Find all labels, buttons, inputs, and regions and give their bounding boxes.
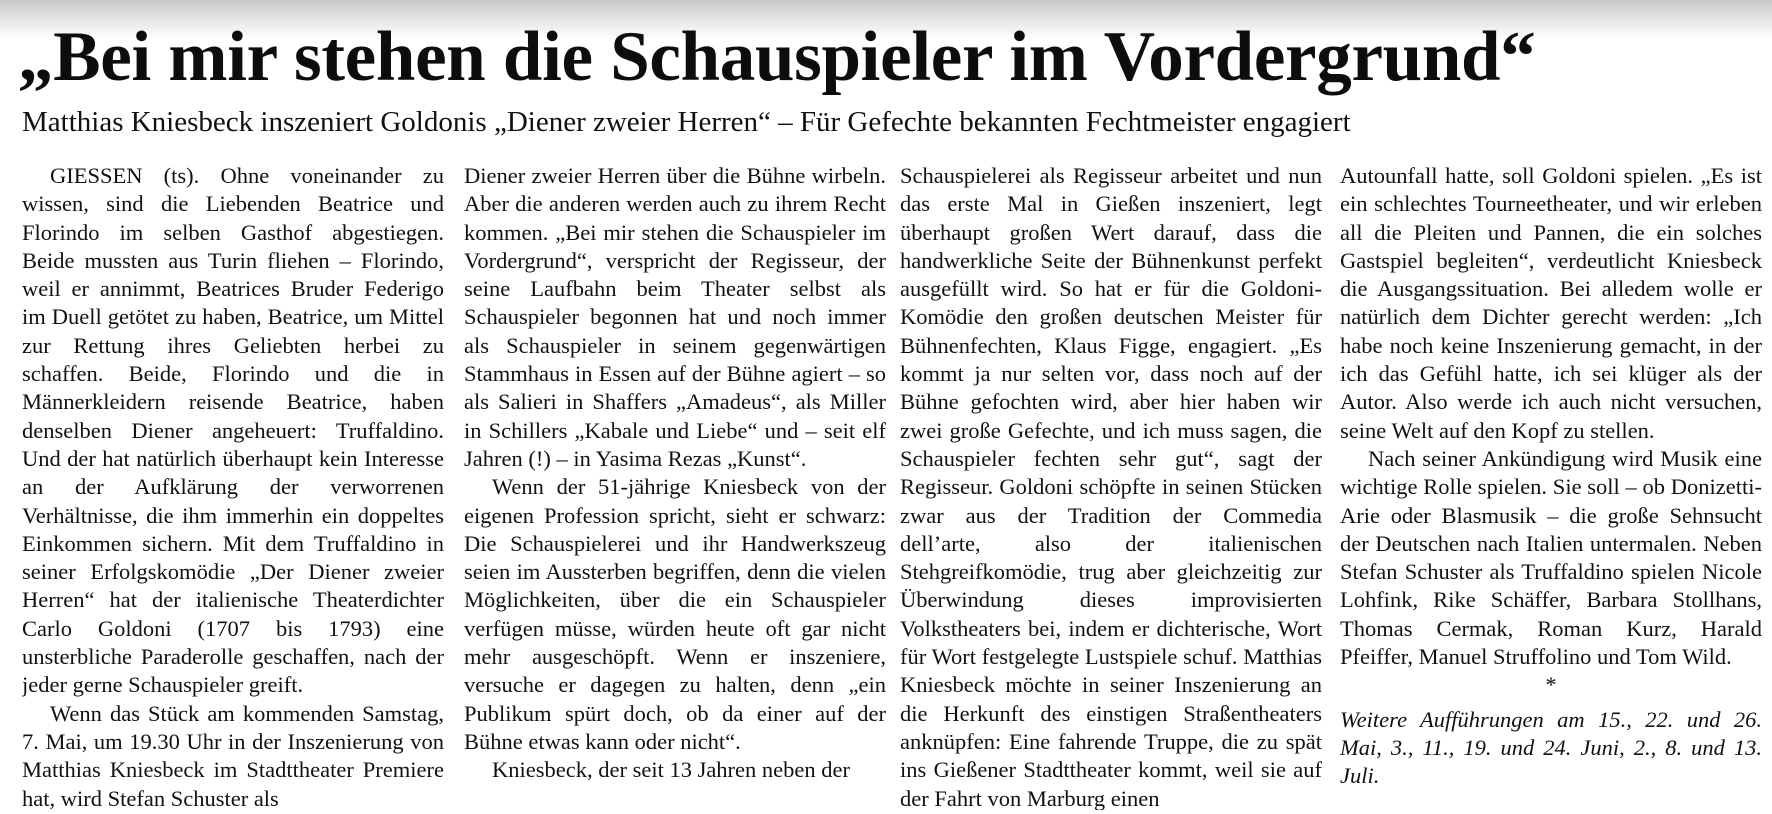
section-separator-asterisk: * xyxy=(1545,672,1557,698)
article-headline: „Bei mir stehen die Schauspieler im Vordergrund“ xyxy=(18,18,1536,96)
column-3-paragraph-1: Schauspielerei als Regisseur arbeitet und nun das erste Mal in Gießen inszeniert, legt überhaupt großen Wert darauf, dass die handwerkliche Seite der Bühnenkunst perfekt ausgefüllt wird. So hat er für die Goldoni-Komödie den großen deutschen Meister für Bühnenfechten, Klaus Figge, engagiert. „Es kommt ja nur selten vor, dass noch auf der Bühne gefochten wird, aber hier haben wir zwei große Gefechte, und ich muss sagen, die Schauspieler fechten sehr gut“, sagt der Regisseur. Goldoni schöpfte in seinen Stücken zwar aus der Tradition der Commedia dell’arte, also der italienischen Stehgreifkomödie, trug aber gleichzeitig zur Überwindung dieses improvisierten Volkstheaters bei, indem er dichterische, Wort für Wort festgelegte Lustspiele schuf. Matthias Kniesbeck möchte in seiner Inszenierung an die Herkunft des einstigen Straßentheaters anknüpfen: Eine fahrende Truppe, die zu spät ins Gießener Stadttheater kommt, weil sie auf der Fahrt von Marburg einen xyxy=(900,163,1322,810)
article-column-1 xyxy=(22,162,444,810)
column-1-paragraph-1: GIESSEN (ts). Ohne voneinander zu wissen, sind die Liebenden Beatrice und Florindo im selben Gasthof abgestiegen. Beide mussten aus Turin fliehen – Florindo, weil er annimmt, Beatrices Bruder Federigo im Duell getötet zu haben, Beatrice, um Mittel zur Rettung ihres Geliebten herbei zu schaffen. Beide, Florindo und die in Männerkleidern reisende Beatrice, haben denselben Diener angeheuert: Truffaldino. Und der hat natürlich überhaupt kein Interesse an der Aufklärung der verworrenen Verhältnisse, die ihm immerhin ein doppeltes Einkommen sichern. Mit dem Truffaldino in seiner Erfolgskomödie „Der Diener zweier Herren“ hat der italienische Theaterdichter Carlo Goldoni (1707 bis 1793) eine unsterbliche Paraderolle geschaffen, nach der jeder gerne Schauspieler greift. xyxy=(22,163,444,698)
column-4-paragraph-2: Nach seiner Ankündigung wird Musik eine wichtige Rolle spielen. Sie soll – ob Donizetti-Arie oder Blasmusik – die große Sehnsucht der Deutschen nach Italien untermalen. Neben Stefan Schuster als Truffaldino spielen Nicole Lohfink, Rike Schäffer, Barbara Stollhans, Thomas Cermak, Roman Kurz, Harald Pfeiffer, Manuel Struffolino und Tom Wild. xyxy=(1340,445,1762,670)
article-subheadline: Matthias Kniesbeck inszeniert Goldonis „Diener zweier Herren“ – Für Gefechte bekannten Fechtmeister engagiert xyxy=(22,106,1351,138)
performance-dates-note: Weitere Aufführungen am 15., 22. und 26. Mai, 3., 11., 19. und 24. Juni, 2., 8. und 13. Juli. xyxy=(1340,706,1762,789)
column-2-paragraph-1: Diener zweier Herren über die Bühne wirbeln. Aber die anderen werden auch zu ihrem Recht kommen. „Bei mir stehen die Schauspieler im Vordergrund“, verspricht der Regisseur, der seine Laufbahn beim Theater selbst als Schauspieler begonnen hat und noch immer als Schauspieler in seinem gegenwärtigen Stammhaus in Essen auf der Bühne agiert – so als Salieri in Shaffers „Amadeus“, als Miller in Schillers „Kabale und Liebe“ und – seit elf Jahren (!) – in Yasima Rezas „Kunst“. xyxy=(464,163,886,471)
column-2-paragraph-3: Kniesbeck, der seit 13 Jahren neben der xyxy=(492,757,850,783)
article-column-2 xyxy=(464,162,886,810)
column-4-paragraph-1: Autounfall hatte, soll Goldoni spielen. „Es ist ein schlechtes Tourneetheater, und wir erleben all die Pleiten und Pannen, die ein solches Gastspiel begleiten“, verdeutlicht Kniesbeck die Ausgangssituation. Bei alledem wolle er natürlich dem Dichter gerecht werden: „Ich habe noch keine Inszenierung gemacht, in der ich das Gefühl hatte, ich sei klüger als der Autor. Also werde ich auch nicht versuchen, seine Welt auf den Kopf zu stellen. xyxy=(1340,163,1762,443)
column-1-paragraph-2: Wenn das Stück am kommenden Samstag, 7. Mai, um 19.30 Uhr in der Inszenierung von Matthias Kniesbeck im Stadttheater Premiere hat, wird Stefan Schuster als xyxy=(22,700,444,810)
column-2-paragraph-2: Wenn der 51-jährige Kniesbeck von der eigenen Profession spricht, sieht er schwarz: Die Schauspielerei und ihr Handwerkszeug seien im Aussterben begriffen, denn die vielen Möglichkeiten, über die ein Schauspieler verfügen müsse, würden heute oft gar nicht mehr ausgeschöpft. Wenn er inszeniere, versuche er dagegen zu halten, denn „ein Publikum spürt doch, ob da einer auf der Bühne etwas kann oder nicht“. xyxy=(464,474,886,754)
article-column-4 xyxy=(1340,162,1762,810)
article-column-3 xyxy=(900,162,1322,810)
